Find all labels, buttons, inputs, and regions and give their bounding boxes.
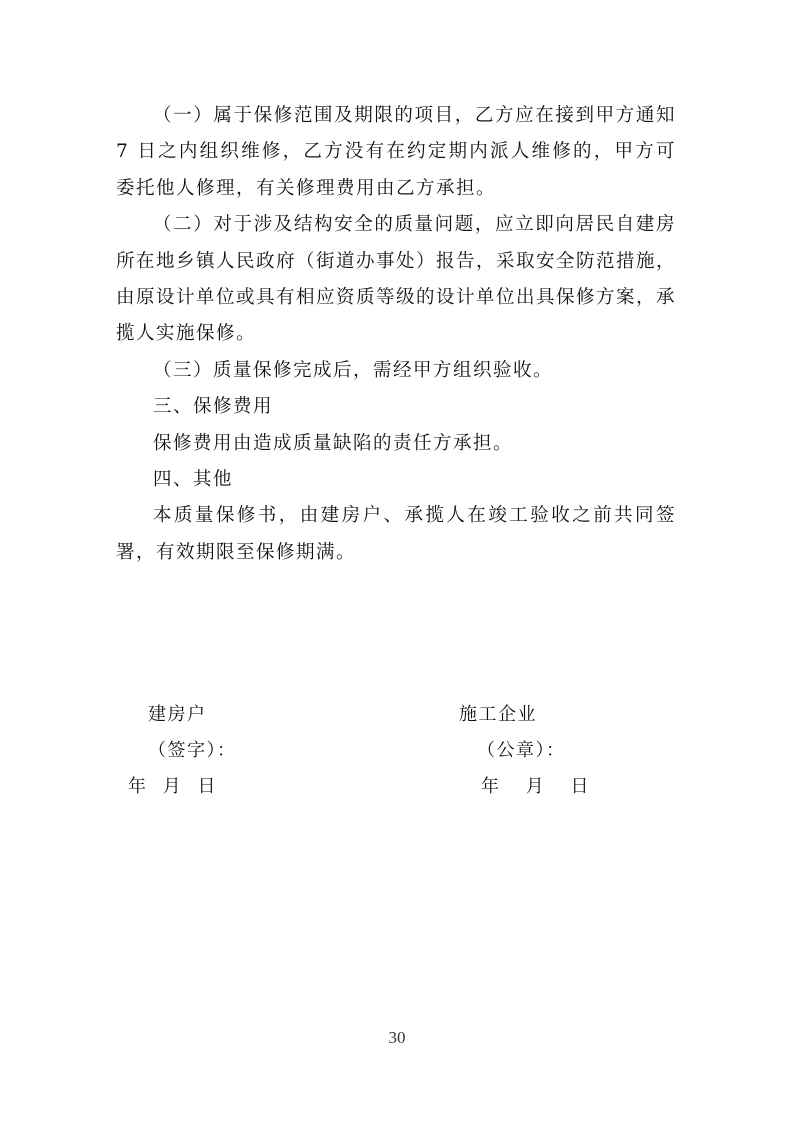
contractor-seal-label: （公章）： <box>477 740 566 761</box>
signature-block-homeowner <box>128 697 237 805</box>
homeowner-date: 年 月 日 <box>128 776 217 797</box>
homeowner-signature-label: （签字）： <box>148 740 237 761</box>
paragraph-fees: 保修费用由造成质量缺陷的责任方承担。 <box>153 432 514 454</box>
signature-block-contractor <box>459 697 590 805</box>
section-heading-other: 四、其他 <box>153 469 234 491</box>
contractor-date: 年 月 日 <box>481 776 590 797</box>
paragraph-clause-3: （三）质量保修完成后，需经甲方组织验收。 <box>153 359 554 381</box>
section-heading-fees: 三、保修费用 <box>153 396 274 418</box>
paragraph-other: 本质量保修书，由建房户、承揽人在竣工验收之前共同签署，有效期限至保修期满。 <box>116 505 676 563</box>
homeowner-label: 建房户 <box>148 704 207 725</box>
paragraph-clause-2: （二）对于涉及结构安全的质量问题，应立即向居民自建房所在地乡镇人民政府（街道办事处）报告，采取安全防范措施，由原设计单位或具有相应资质等级的设计单位出具保修方案，承揽人实施保修。 <box>116 214 677 345</box>
page-number: 30 <box>388 1028 406 1047</box>
paragraph-clause-1: （一）属于保修范围及期限的项目，乙方应在接到甲方通知 7 日之内组织维修，乙方没有在约定期内派人维修的，甲方可委托他人修理，有关修理费用由乙方承担。 <box>116 105 676 199</box>
body-text <box>116 98 676 571</box>
contractor-label: 施工企业 <box>459 704 537 725</box>
